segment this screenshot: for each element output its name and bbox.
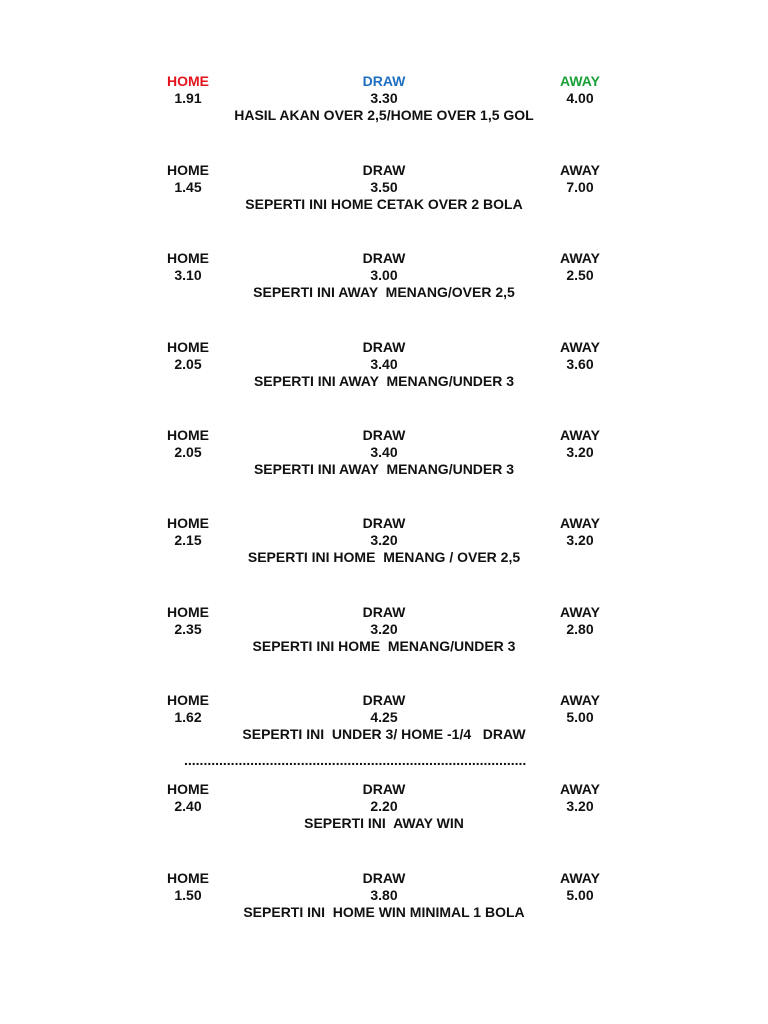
draw-odds: 4.25 bbox=[370, 709, 398, 725]
away-header: AWAY bbox=[560, 604, 600, 620]
odds-block bbox=[0, 73, 768, 133]
away-header: AWAY bbox=[560, 515, 600, 531]
away-odds: 3.20 bbox=[566, 444, 594, 460]
away-odds: 4.00 bbox=[566, 90, 594, 106]
prediction-note: SEPERTI INI AWAY MENANG/UNDER 3 bbox=[253, 461, 515, 477]
draw-header: DRAW bbox=[362, 162, 406, 178]
odds-block bbox=[0, 339, 768, 399]
draw-odds: 3.00 bbox=[370, 267, 398, 283]
odds-block bbox=[0, 162, 768, 222]
draw-header: DRAW bbox=[362, 692, 406, 708]
home-odds: 1.91 bbox=[174, 90, 202, 106]
odds-block bbox=[0, 515, 768, 575]
odds-block bbox=[0, 692, 768, 752]
dotted-divider: ........................................................................................ bbox=[184, 753, 527, 767]
draw-odds: 3.20 bbox=[370, 621, 398, 637]
draw-odds: 3.20 bbox=[370, 532, 398, 548]
away-odds: 5.00 bbox=[566, 887, 594, 903]
home-odds: 2.15 bbox=[174, 532, 202, 548]
prediction-note: SEPERTI INI HOME MENANG / OVER 2,5 bbox=[247, 549, 521, 565]
home-odds: 1.50 bbox=[174, 887, 202, 903]
home-header: HOME bbox=[167, 692, 209, 708]
draw-odds: 2.20 bbox=[370, 798, 398, 814]
home-odds: 2.35 bbox=[174, 621, 202, 637]
prediction-note: HASIL AKAN OVER 2,5/HOME OVER 1,5 GOL bbox=[234, 107, 534, 123]
home-header: HOME bbox=[167, 604, 209, 620]
draw-odds: 3.30 bbox=[370, 90, 398, 106]
away-header: AWAY bbox=[560, 781, 600, 797]
odds-block bbox=[0, 250, 768, 310]
home-odds: 2.05 bbox=[174, 444, 202, 460]
draw-header: DRAW bbox=[362, 515, 406, 531]
away-header: AWAY bbox=[560, 73, 600, 89]
home-header: HOME bbox=[167, 870, 209, 886]
draw-header: DRAW bbox=[362, 870, 406, 886]
prediction-note: SEPERTI INI AWAY WIN bbox=[304, 815, 464, 831]
away-header: AWAY bbox=[560, 339, 600, 355]
away-header: AWAY bbox=[560, 427, 600, 443]
prediction-note: SEPERTI INI HOME CETAK OVER 2 BOLA bbox=[245, 196, 523, 212]
away-odds: 5.00 bbox=[566, 709, 594, 725]
odds-block bbox=[0, 604, 768, 664]
home-odds: 3.10 bbox=[174, 267, 202, 283]
prediction-note: SEPERTI INI HOME WIN MINIMAL 1 BOLA bbox=[243, 904, 525, 920]
prediction-note: SEPERTI INI AWAY MENANG/UNDER 3 bbox=[253, 373, 515, 389]
home-header: HOME bbox=[167, 162, 209, 178]
draw-header: DRAW bbox=[362, 604, 406, 620]
home-header: HOME bbox=[167, 427, 209, 443]
draw-header: DRAW bbox=[362, 781, 406, 797]
home-odds: 1.62 bbox=[174, 709, 202, 725]
draw-odds: 3.40 bbox=[370, 444, 398, 460]
draw-odds: 3.40 bbox=[370, 356, 398, 372]
home-header: HOME bbox=[167, 781, 209, 797]
home-header: HOME bbox=[167, 73, 209, 89]
away-odds: 2.80 bbox=[566, 621, 594, 637]
away-odds: 2.50 bbox=[566, 267, 594, 283]
away-header: AWAY bbox=[560, 870, 600, 886]
away-odds: 3.20 bbox=[566, 798, 594, 814]
odds-block bbox=[0, 870, 768, 930]
draw-odds: 3.50 bbox=[370, 179, 398, 195]
draw-header: DRAW bbox=[362, 339, 406, 355]
home-header: HOME bbox=[167, 250, 209, 266]
home-odds: 2.40 bbox=[174, 798, 202, 814]
draw-odds: 3.80 bbox=[370, 887, 398, 903]
away-header: AWAY bbox=[560, 692, 600, 708]
away-odds: 7.00 bbox=[566, 179, 594, 195]
odds-block bbox=[0, 427, 768, 487]
away-header: AWAY bbox=[560, 250, 600, 266]
draw-header: DRAW bbox=[362, 250, 406, 266]
home-header: HOME bbox=[167, 339, 209, 355]
home-odds: 1.45 bbox=[174, 179, 202, 195]
away-header: AWAY bbox=[560, 162, 600, 178]
home-header: HOME bbox=[167, 515, 209, 531]
prediction-note: SEPERTI INI AWAY MENANG/OVER 2,5 bbox=[253, 284, 515, 300]
odds-block bbox=[0, 781, 768, 841]
draw-header: DRAW bbox=[362, 427, 406, 443]
away-odds: 3.20 bbox=[566, 532, 594, 548]
prediction-note: SEPERTI INI HOME MENANG/UNDER 3 bbox=[252, 638, 516, 654]
draw-header: DRAW bbox=[362, 73, 406, 89]
home-odds: 2.05 bbox=[174, 356, 202, 372]
away-odds: 3.60 bbox=[566, 356, 594, 372]
prediction-note: SEPERTI INI UNDER 3/ HOME -1/4 DRAW bbox=[242, 726, 526, 742]
